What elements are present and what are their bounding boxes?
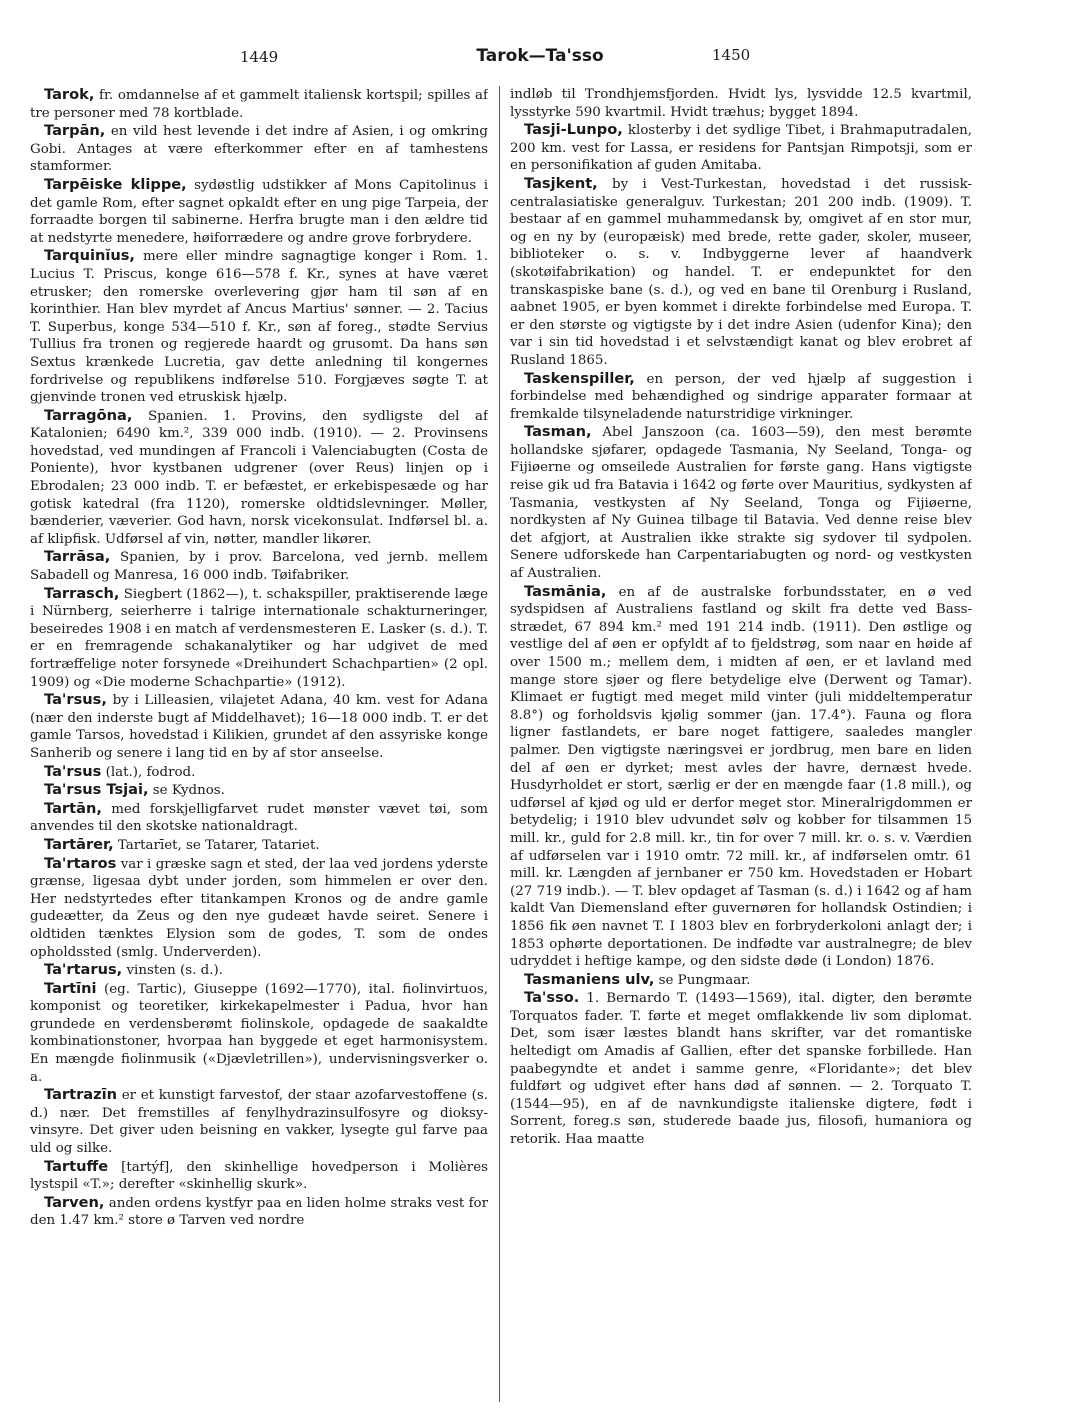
entry-text: se Pungmaar. xyxy=(654,972,751,988)
dictionary-entry xyxy=(510,989,972,1148)
entry-headword: Tarrāsa, xyxy=(44,548,111,566)
entry-text: Spanien, by i prov. Barcelona, ved jernb. mellem Sabadell og Manresa, 16 000 indb. Tøifabriker. xyxy=(30,550,488,584)
entry-headword: Tasmaniens ulv, xyxy=(524,970,655,988)
dictionary-entry xyxy=(30,781,488,800)
entry-text: med forskjelligfarvet rudet mønster vævet tøi, som anvendes til den skotske nationaldragt. xyxy=(30,801,488,835)
entry-text: en person, der ved hjælp af suggestion i forbindelse med behændighed og sindrige apparater formaar at fremkalde tilsyneladende naturstridige virkninger. xyxy=(510,371,972,422)
entry-headword: Ta'sso. xyxy=(524,989,580,1007)
entry-headword: Ta'rsus, xyxy=(44,691,107,709)
entry-text: er et kunstigt farvestof, der staar azofarvestoffene (s. d.) nær. Det fremstilles af fenylhydrazinsulfosyre og dioksy-vinsyre. Det giver uden beisning en vakker, lysegte gul farve paa uld og silke. xyxy=(30,1088,488,1157)
entry-text: (lat.), fodrod. xyxy=(101,764,196,780)
dictionary-entry xyxy=(30,855,488,962)
dictionary-entry xyxy=(510,583,972,971)
entry-text: en af de australske forbundsstater, en ø ved sydspidsen af Australiens fastland og skilt fra dette ved Bass-strædet, 67 894 km.² med 191 214 indb. (1911). Den østlige og vestlige del af øen er opfyldt af to fjeldstrøg, som naar en høide af over 1500 m.; mellem dem, i midten af øen, er et lavland med mange store sjøer og flere betydelige elve (Derwent og Tamar). Klimaet er fugtigt med meget mild vinter (juli middeltemperatur 8.8°) og forholdsvis kjølig sommer (jan. 17.4°). Fauna og flora ligner fastlandets, er bare noget fattigere, saaledes mangler palmer. Den vigtigste næringsvei er jordbrug, men bare en liden del af øen er dyrket; mest avles der havre, dernæst hvede. Husdyrholdet er stort, særlig er der en mængde faar (1.8 mill.), og udførsel af kjød og uld er derfor meget stor. Mineralrigdommen er betydelig; i 1910 blev udvundet sølv og kobber for tilsammen 15 mill. kr., guld for 2.8 mill. kr., tin for over 7 mill. kr. o. s. v. Værdien af udførselen var i 1910 omtr. 72 mill. kr., af indførselen omtr. 61 mill. kr. Længden af jernbaner er 750 km. Hovedstaden er Hobart (27 719 indb.). — T. blev opdaget af Tasman (s. d.) i 1642 og af ham kaldt Van Diemensland efter guvernøren for hollandsk Ostindien; i 1856 fik øen navnet T. I 1803 blev en forbryderkoloni anlagt der; i 1853 ophørte deportationen. De indfødte var australnegre; de blev udryddet i heftige kampe, og den sidste døde (i London) 1876. xyxy=(510,584,972,970)
entry-headword: Tarpēiske klippe, xyxy=(44,175,187,193)
entry-headword: Tartuffe xyxy=(44,1157,109,1175)
dictionary-entry xyxy=(510,86,972,121)
dictionary-entry xyxy=(30,691,488,762)
dictionary-entry xyxy=(30,548,488,584)
entry-text: by i Vest-Turkestan, hovedstad i det russisk-centralasiatiske generalguv. Turkestan; 201 200 indb. (1909). T. bestaar af en gammel muhammedansk by, omgivet af en stor mur, og en ny by (europæisk) med brede, rette gader, skoler, museer, biblioteker o. s. v. Indbyggerne lever af haandverk (skotøifabrikation) og handel. T. er endepunktet for den transkaspiske bane (s. d.), og ved en bane til Orenburg i Rusland, aabnet 1905, er byen kommet i direkte forbindelse med Europa. T. er den største og vigtigste by i det indre Asien (udenfor Kina); den var i sin tid hovedstad i et selvstændigt kanat og blev erobret af Rusland 1865. xyxy=(510,176,972,368)
entry-text: en vild hest levende i det indre af Asien, i og omkring Gobi. Antages at være efterkommer efter en af tamhestens stamformer. xyxy=(30,124,488,175)
entry-headword: Tarok, xyxy=(44,86,95,103)
dictionary-entry xyxy=(30,86,488,122)
entry-text: klosterby i det sydlige Tibet, i Brahmaputradalen, 200 km. vest for Lassa, er residens for Pantsjan Rimpotsji, som er en personifikation af guden Amitaba. xyxy=(510,123,972,174)
dictionary-entry xyxy=(510,971,972,990)
right-column xyxy=(510,86,972,1406)
entry-headword: Tarpān, xyxy=(44,122,106,140)
entry-headword: Tartān, xyxy=(44,799,102,817)
entry-text: vinsten (s. d.). xyxy=(122,963,223,979)
dictionary-entry xyxy=(510,423,972,582)
dictionary-entry xyxy=(30,176,488,247)
entry-text: fr. omdannelse af et gammelt italiensk kortspil; spilles af tre personer med 78 kortblade. xyxy=(30,88,488,121)
entry-headword: Tasji-Lunpo, xyxy=(524,121,623,139)
running-title: Tarok—Ta'sso xyxy=(476,46,604,66)
entry-headword: Tartīni xyxy=(44,979,97,997)
entry-text: mere eller mindre sagnagtige konger i Rom. 1. Lucius T. Priscus, konge 616—578 f. Kr., synes at have været etrusker; den romerske overlevering gjør ham til søn af en korinthier. Han blev myrdet af Ancus Martius' sønner. — 2. Tacius T. Superbus, konge 534—510 f. Kr., søn af foreg., stødte Servius Tullius fra tronen og regjerede haardt og grusomt. Da hans søn Sextus krænkede Lucretia, gav dette anledning til kongernes fordrivelse og republikens indførelse 510. Forgjæves søgte T. at gjenvinde tronen ved etruskisk hjælp. xyxy=(30,249,488,406)
entry-headword: Tarragōna, xyxy=(44,406,133,424)
page-header xyxy=(0,38,1080,78)
entry-text: (eg. Tartic), Giuseppe (1692—1770), ital. fiolinvirtuos, komponist og teoretiker, kirkekapelmester i Padua, hvor han grundede en verdensberømt fiolinskole, opdagede de saakaldte kombinationstoner, hvorpaa han byggede et eget harmonisystem. En mængde fiolinmusik («Djævletrillen»), undervisningsverker o. a. xyxy=(30,981,488,1085)
column-divider xyxy=(499,86,500,1402)
entry-text: 1. Bernardo T. (1493—1569), ital. digter, den berømte Torquatos fader. T. førte et meget omflakkende liv som diplomat. Det, som især læstes blandt hans skrifter, var det romantiske heltedigt om Amadis af Gallien, efter det spanske forbillede. Han paabegyndte et andet i samme genre, «Floridante»; det blev fuldført og udgivet efter hans død af sønnen. — 2. Torquato T. (1544—95), en af de navnkundigste italienske digtere, født i Sorrent, foreg.s søn, studerede baade jus, filosofi, humaniora og retorik. Haa maatte xyxy=(510,991,972,1148)
entry-text: var i græske sagn et sted, der laa ved jordens yderste grænse, ligesaa dybt under jorden, som himmelen er over den. Her nedstyrtedes efter titankampen Kronos og de andre gamle gudeætter, da Zeus og den nye gudeæt havde seiret. Senere i oldtiden tænktes Elysion som de godes, T. som de ondes opholdssted (smlg. Underverden). xyxy=(30,856,488,960)
entry-text: Tartarīet, se Tatarer, Tatariet. xyxy=(113,837,320,853)
entry-headword: Tarven, xyxy=(44,1193,105,1211)
dictionary-entry xyxy=(30,247,488,406)
entry-headword: Ta'rsus Tsjai, xyxy=(44,781,149,799)
entry-text: anden ordens kystfyr paa en liden holme straks vest for den 1.47 km.² store ø Tarven ved nordre xyxy=(30,1195,488,1229)
dictionary-entry xyxy=(510,121,972,175)
entry-text: Spanien. 1. Provins, den sydligste del af Katalonien; 6490 km.², 339 000 indb. (1910). — 2. Provinsens hovedstad, ved mundingen af Francoli i Valenciabugten (Costa de Poniente), hvor kystbanen udgrener (over Reus) linjen op i Ebrodalen; 23 000 indb. T. er befæstet, er erkebispesæde og har gotisk katedral (fra 1120), romerske oldtidslevninger. Møller, bænderier, væverier. God havn, norsk vicekonsulat. Indførsel bl. a. af klipfisk. Udførsel af vin, nøtter, mandler likører. xyxy=(30,408,488,547)
entry-headword: Tartārer, xyxy=(44,835,114,853)
entry-headword: Ta'rtarus, xyxy=(44,961,123,979)
dictionary-entry xyxy=(30,961,488,980)
dictionary-entry xyxy=(30,122,488,176)
dictionary-entry xyxy=(30,407,488,549)
dictionary-entry xyxy=(30,585,488,692)
entry-text: sydøstlig udstikker af Mons Capitolinus i det gamle Rom, efter sagnet opkaldt efter en ung pige Tarpeia, der forraadte borgen til sabinerne. Herfra brugte man i den ældre tid at nedstyrte menedere, høiforrædere og andre grove forbrydere. xyxy=(30,177,488,246)
dictionary-entry xyxy=(30,763,488,782)
dictionary-entry xyxy=(30,980,488,1087)
dictionary-entry xyxy=(30,1158,488,1194)
entry-headword: Ta'rtaros xyxy=(44,854,117,872)
entry-text: indløb til Trondhjemsfjorden. Hvidt lys, lysvidde 12.5 kvartmil, lysstyrke 590 kvartmil. Hvidt træhus; bygget 1894. xyxy=(510,87,972,120)
dictionary-entry xyxy=(510,175,972,370)
entry-headword: Taskenspiller, xyxy=(524,369,635,387)
entry-headword: Ta'rsus xyxy=(44,762,102,780)
page-number-left: 1449 xyxy=(240,48,279,66)
dictionary-entry xyxy=(30,800,488,836)
entry-headword: Tasmānia, xyxy=(524,582,607,600)
entry-headword: Tarquinĭus, xyxy=(44,247,135,265)
entry-text: Siegbert (1862—), t. schakspiller, praktiserende læge i Nürnberg, seierherre i talrige internationale schakturneringer, beseiredes 1908 i en match af verdensmesteren E. Lasker (s. d.). T. er en fremragende schakanalytiker og har udgivet de med fortræffelige noter forsynede «Dreihundert Schachpartien» (2 opl. 1909) og «Die moderne Schachpartie» (1912). xyxy=(30,586,488,690)
left-column xyxy=(30,86,488,1406)
entry-text: Abel Janszoon (ca. 1603—59), den mest berømte hollandske sjøfarer, opdagede Tasmania, Ny Seeland, Tonga- og Fijiøerne og omseilede Australien for første gang. Hans vigtigste reise gik ud fra Batavia i 1642 og førte over Mauritius, sydkysten af Tasmania, vestkysten af Ny Seeland, Tonga og Fijiøerne, nordkysten af Ny Guinea tilbage til Batavia. Ved denne reise blev det afgjort, at Australien ikke strakte sig sydover til sydpolen. Senere udforskede han Carpentariabugten og nord- og vestkysten af Australien. xyxy=(510,425,972,582)
dictionary-entry xyxy=(30,1194,488,1230)
entry-text: se Kydnos. xyxy=(148,783,225,799)
entry-headword: Tarrasch, xyxy=(44,584,120,602)
entry-headword: Tasjkent, xyxy=(524,174,598,192)
entry-text: by i Lilleasien, vilajetet Adana, 40 km. vest for Adana (nær den inderste bugt af Middelhavet); 16—18 000 indb. T. er det gamle Tarsos, hovedstad i Kilikien, grundet af den assyriske konge Sanherib og senere i lang tid en by af stor anseelse. xyxy=(30,693,488,761)
page-number-right: 1450 xyxy=(712,46,751,64)
entry-headword: Tasman, xyxy=(524,423,592,441)
dictionary-entry xyxy=(30,1086,488,1157)
entry-headword: Tartrazīn xyxy=(44,1086,118,1104)
dictionary-entry xyxy=(510,370,972,424)
entry-text: [tartýf], den skinhellige hovedperson i Molières lystspil «T.»; derefter «skinhellig skurk». xyxy=(30,1159,488,1193)
dictionary-entry xyxy=(30,836,488,855)
